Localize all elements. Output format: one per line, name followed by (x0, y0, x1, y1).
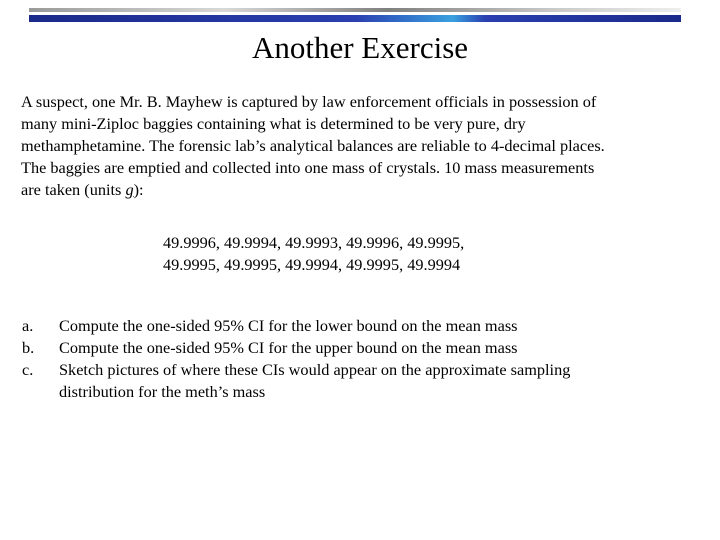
problem-paragraph (21, 91, 605, 201)
paragraph-line: The baggies are emptied and collected into one mass of crystals. 10 mass measurements (21, 158, 595, 177)
question-item (22, 337, 570, 359)
measurements-line: 49.9996, 49.9994, 49.9993, 49.9996, 49.9995, (163, 233, 465, 252)
header-decor-bar-blue (29, 15, 681, 22)
paragraph-line: many mini-Ziploc baggies containing what is determined to be very pure, dry (21, 114, 526, 133)
paragraph-line: methamphetamine. The forensic lab’s analytical balances are reliable to 4-decimal places. (21, 136, 605, 155)
header-decor-bar-gray (29, 8, 681, 12)
list-marker: b. (22, 338, 35, 357)
question-text: distribution for the meth’s mass (59, 382, 266, 401)
paragraph-line: A suspect, one Mr. B. Mayhew is captured by law enforcement officials in possession of (21, 92, 597, 111)
units-label: g (125, 180, 134, 199)
list-marker: c. (22, 360, 34, 379)
measurements (163, 232, 464, 276)
question-list (22, 315, 570, 403)
paragraph-line (21, 179, 605, 201)
measurements-line: 49.9995, 49.9995, 49.9994, 49.9995, 49.9994 (163, 255, 461, 274)
question-text: Sketch pictures of where these CIs would appear on the approximate sampling (59, 360, 571, 379)
paragraph-text: are taken (units (21, 180, 126, 199)
list-marker: a. (22, 316, 34, 335)
question-item (22, 315, 570, 337)
slide-title: Another Exercise (251, 30, 469, 65)
question-text: Compute the one-sided 95% CI for the upper bound on the mean mass (59, 338, 518, 357)
question-item (22, 359, 570, 403)
paragraph-text: ): (133, 180, 144, 199)
question-text: Compute the one-sided 95% CI for the lower bound on the mean mass (59, 316, 518, 335)
